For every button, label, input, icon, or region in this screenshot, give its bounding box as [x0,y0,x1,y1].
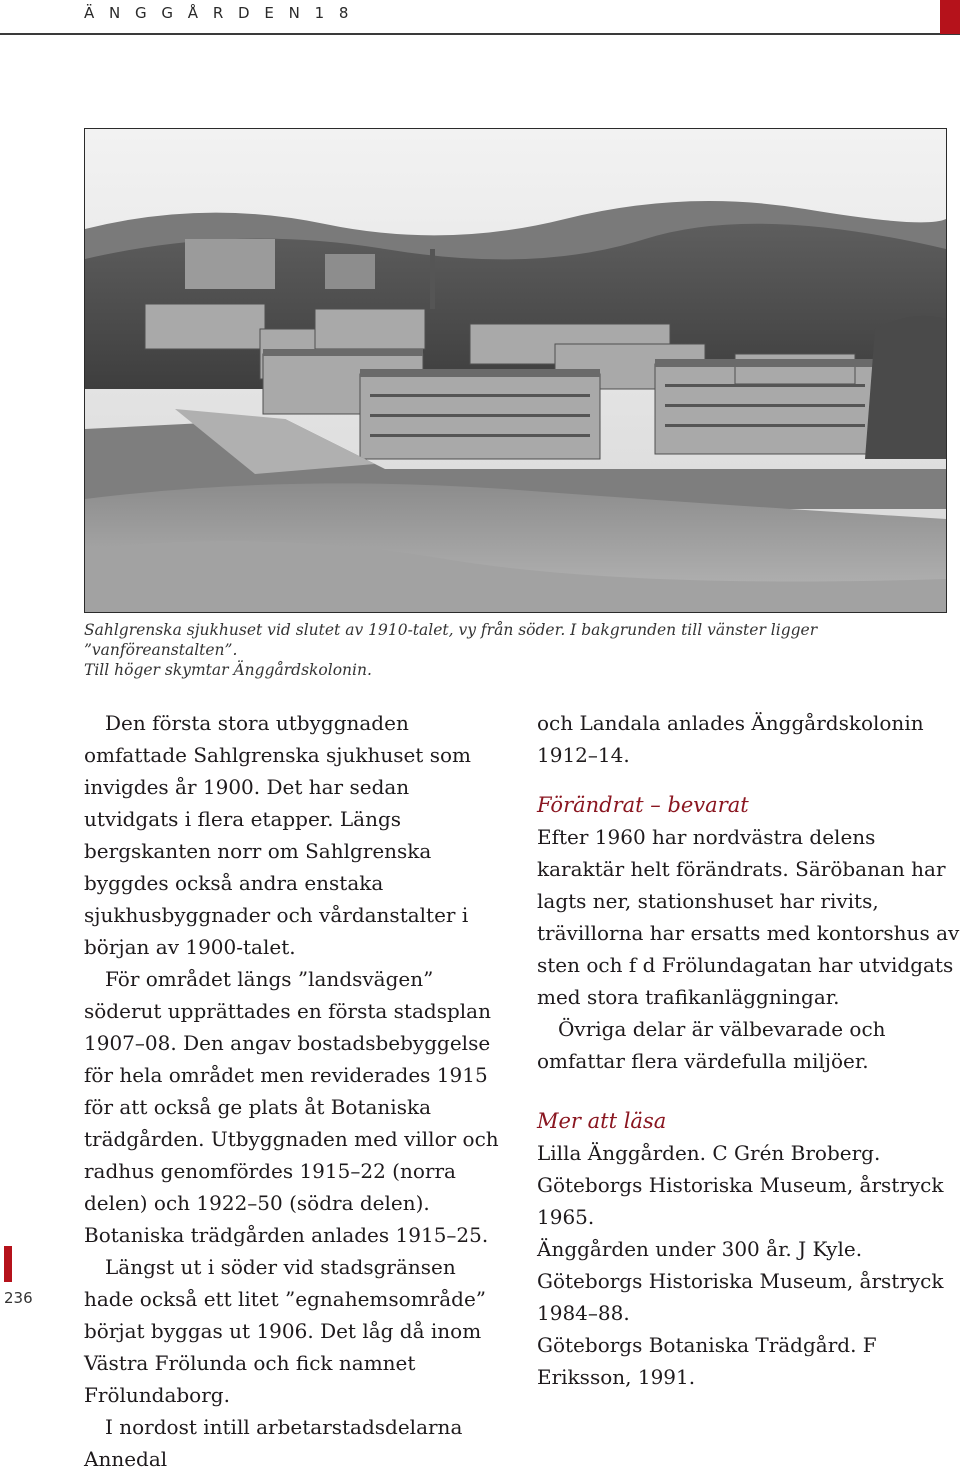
paragraph: I nordost intill arbetarstadsdelarna Annedal [84,1415,463,1471]
paragraph: Efter 1960 har nordvästra delens karaktär helt förändrats. Säröbanan har lagts ner, stationshuset har rivits, trävillorna har ersatts med kontorshus av sten och f d Frölundagatan har utvidgats med stora trafikanläggningar. [537,825,960,1009]
reference-item: Änggården under 300 år. J Kyle. Göteborgs Historiska Museum, årstryck 1984–88. [537,1237,944,1325]
paragraph: För området längs ”landsvägen” söderut upprättades en första stadsplan 1907–08. Den angav bostadsbebyggelse för hela området men reviderades 1915 för att också ge plats åt Botaniska trädgården. Utbyggnaden med villor och radhus genomfördes 1915–22 (norra delen) och 1922–50 (södra delen). Botaniska trädgården anlades 1915–25. [84,967,499,1247]
reference-item: Göteborgs Botaniska Trädgård. F Eriksson, 1991. [537,1333,877,1389]
paragraph: Den första stora utbyggnaden omfattade Sahlgrenska sjukhuset som invigdes år 1900. Det har sedan utvidgats i flera etapper. Längs bergskanten norr om Sahlgrenska byggdes också andra enstaka sjukhusbyggnader och vårdanstalter i början av 1900-talet. [84,711,471,959]
caption-line: Till höger skymtar Änggårdskolonin. [84,661,372,679]
running-header: Ä N G G Å R D E N 1 8 [84,4,354,22]
paragraph: Längst ut i söder vid stadsgränsen hade också ett litet ”egnahemsområde” börjat byggas ut 1906. Det låg då inom Västra Frölunda och fick namnet Frölundaborg. [84,1255,487,1407]
caption-line: Sahlgrenska sjukhuset vid slutet av 1910-talet, vy från söder. I bakgrunden till vänster ligger ”vanföreanstalten”. [84,621,818,659]
paragraph: Övriga delar är välbevarade och omfattar flera värdefulla miljöer. [537,1017,886,1073]
subheading: Mer att läsa [537,1109,667,1133]
header-rule [0,33,960,35]
left-column [84,707,504,1475]
corner-accent [940,0,960,34]
photo-caption [84,620,944,680]
reference-item: Lilla Änggården. C Grén Broberg. Göteborgs Historiska Museum, årstryck 1965. [537,1141,944,1229]
right-column [537,707,960,1393]
margin-accent-bar [4,1246,12,1282]
paragraph: och Landala anlades Änggårdskolonin 1912–14. [537,711,924,767]
subheading: Förändrat – bevarat [537,793,749,817]
historical-photo-image [84,128,947,613]
page-number: 236 [4,1289,33,1307]
